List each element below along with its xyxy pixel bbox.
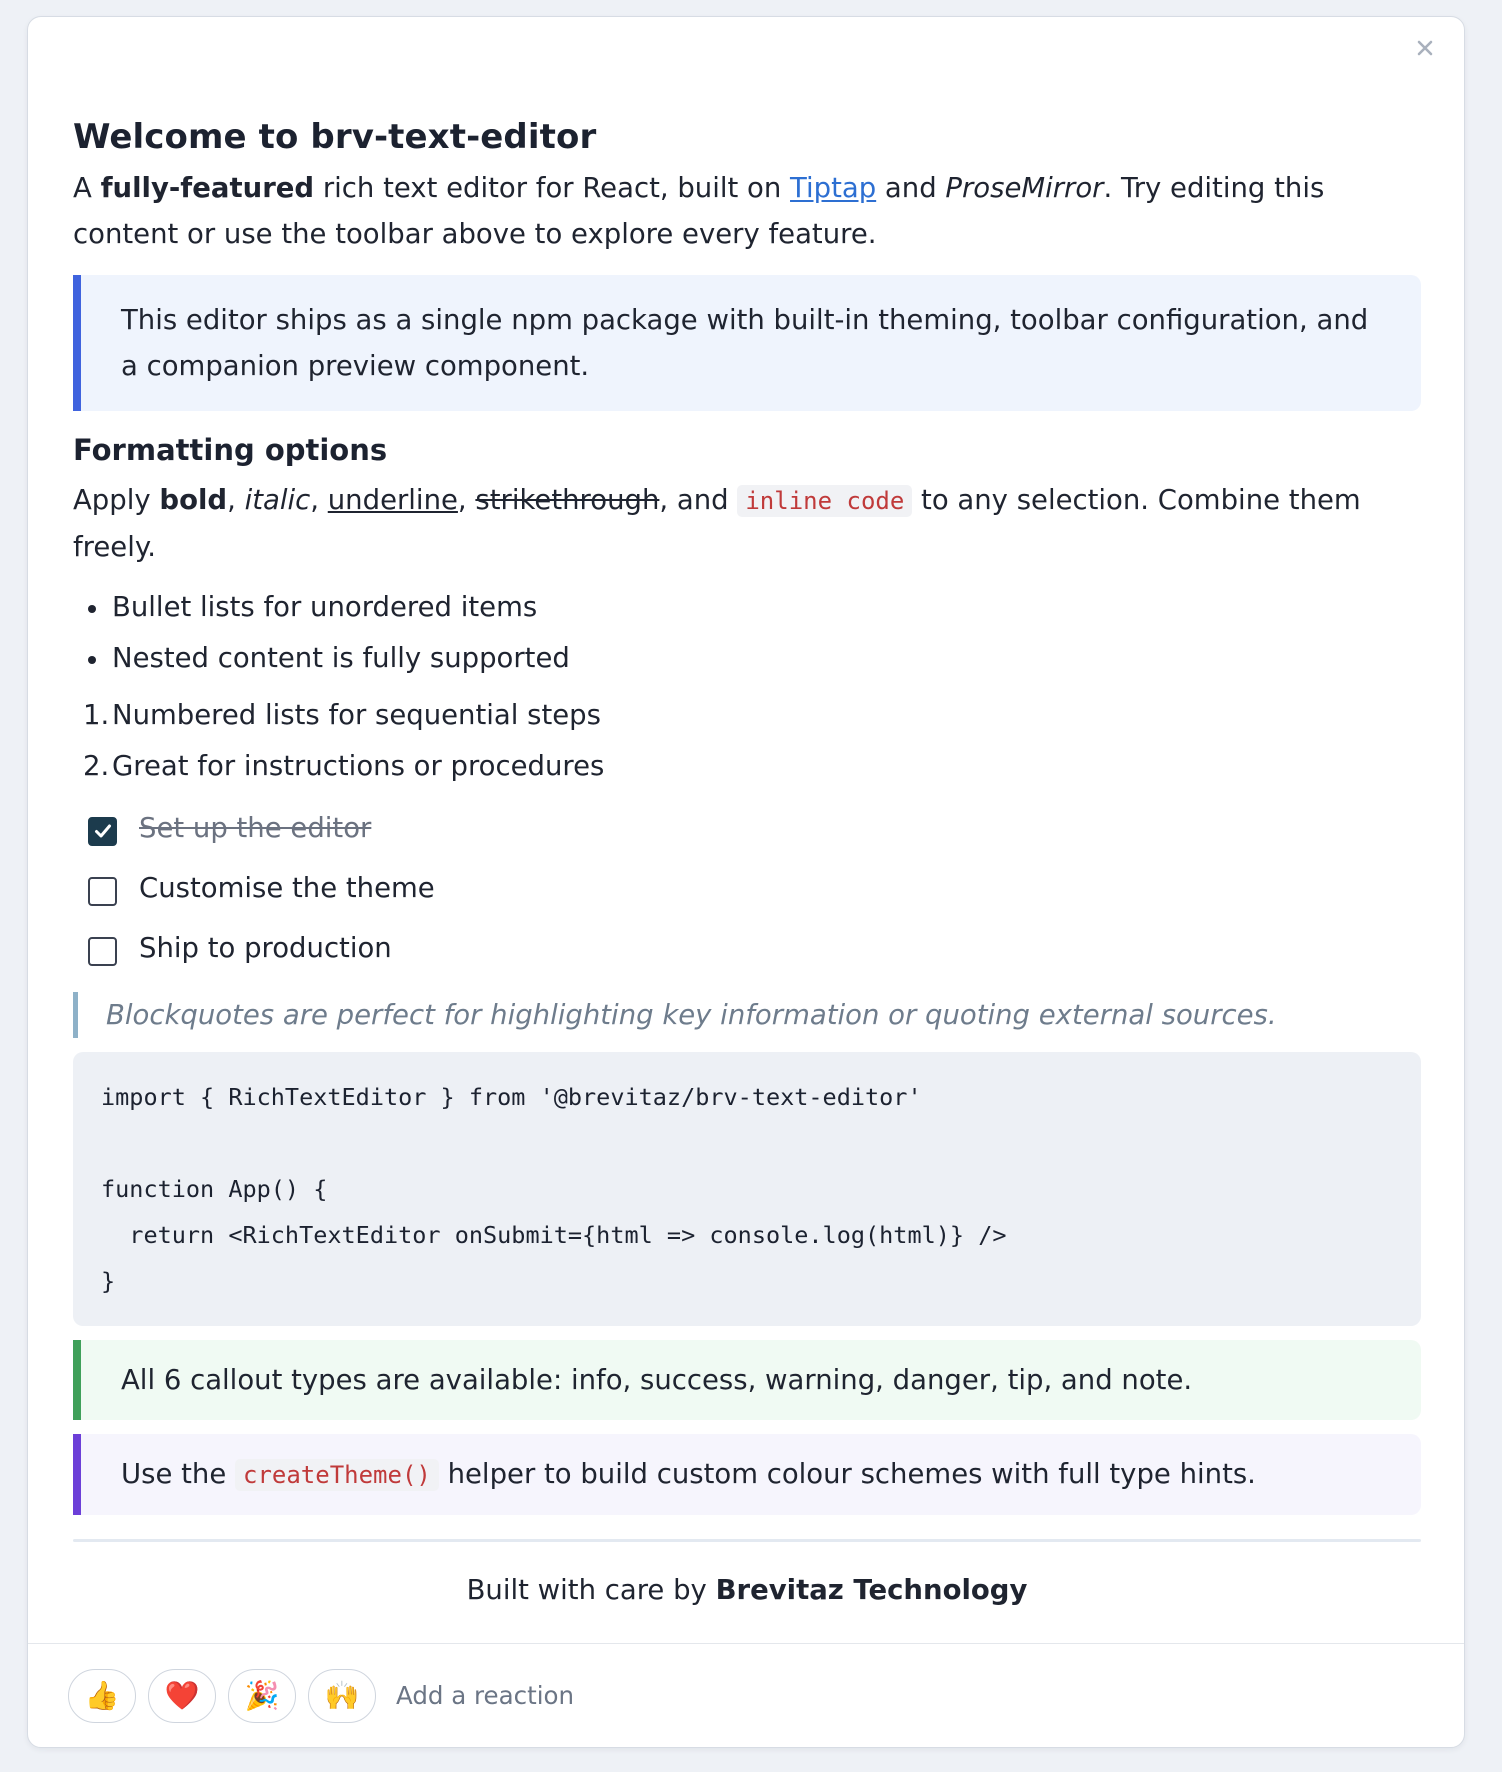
tiptap-link[interactable]: Tiptap bbox=[790, 172, 877, 204]
company-name: Brevitaz Technology bbox=[715, 1574, 1028, 1606]
intro-bold-text: fully-featured bbox=[100, 172, 315, 204]
document-title: Welcome to brv-text-editor bbox=[73, 117, 597, 157]
editor-content[interactable] bbox=[73, 115, 1421, 1610]
horizontal-rule bbox=[73, 1539, 1421, 1542]
heart-icon: ❤️ bbox=[164, 1679, 200, 1712]
inline-code-sample: inline code bbox=[737, 485, 912, 517]
task-item bbox=[73, 798, 1421, 858]
close-button[interactable] bbox=[1408, 31, 1442, 65]
task-checkbox-checked[interactable] bbox=[88, 817, 117, 846]
reactions-bar bbox=[28, 1643, 1464, 1747]
underline-sample: underline bbox=[327, 484, 458, 516]
footer-credit: Built with care by Brevitaz Technology bbox=[466, 1574, 1028, 1606]
reaction-heart-button[interactable] bbox=[148, 1669, 216, 1723]
party-popper-icon: 🎉 bbox=[244, 1679, 280, 1712]
list-item: Nested content is fully supported bbox=[112, 633, 1421, 684]
task-label: Set up the editor bbox=[139, 812, 372, 844]
note-callout: Use the createTheme() helper to build custom colour schemes with full type hints. bbox=[73, 1434, 1421, 1515]
bullet-icon bbox=[88, 605, 96, 613]
blockquote-text: Blockquotes are perfect for highlighting key information or quoting external sources. bbox=[106, 999, 1277, 1031]
italic-sample: italic bbox=[244, 484, 311, 516]
intro-italic-text: ProseMirror bbox=[945, 172, 1104, 204]
list-item: Bullet lists for unordered items bbox=[112, 582, 1421, 633]
blockquote bbox=[73, 992, 1421, 1038]
task-item bbox=[73, 918, 1421, 978]
reaction-party-button[interactable] bbox=[228, 1669, 296, 1723]
bold-sample: bold bbox=[159, 484, 228, 516]
thumbs-up-icon: 👍 bbox=[84, 1679, 120, 1712]
close-icon bbox=[1417, 40, 1433, 56]
bullet-list bbox=[73, 582, 1421, 684]
reaction-thumbs-up-button[interactable] bbox=[68, 1669, 136, 1723]
info-callout bbox=[73, 275, 1421, 411]
task-label: Customise the theme bbox=[139, 872, 435, 904]
success-callout bbox=[73, 1340, 1421, 1420]
list-item: 2. Great for instructions or procedures bbox=[83, 750, 605, 782]
list-item: 1. Numbered lists for sequential steps bbox=[83, 699, 601, 731]
raised-hands-icon: 🙌 bbox=[324, 1679, 360, 1712]
info-callout-text: This editor ships as a single npm package with built-in theming, toolbar configuration, and a companion preview component. bbox=[121, 304, 1369, 382]
add-reaction-button[interactable]: Add a reaction bbox=[396, 1681, 575, 1710]
success-callout-text: All 6 callout types are available: info, success, warning, danger, tip, and note. bbox=[121, 1364, 1193, 1396]
strikethrough-sample: strikethrough bbox=[475, 484, 660, 516]
bullet-icon bbox=[88, 656, 96, 664]
editor-preview-card bbox=[27, 16, 1465, 1748]
formatting-heading: Formatting options bbox=[73, 433, 388, 467]
task-list bbox=[73, 798, 1421, 978]
checkmark-icon bbox=[93, 821, 113, 841]
create-theme-code: createTheme() bbox=[235, 1459, 439, 1491]
reaction-raised-hands-button[interactable] bbox=[308, 1669, 376, 1723]
code-block: import { RichTextEditor } from '@brevitaz/brv-text-editor' function App() { return <RichTextEditor onSubmit={html => console.log(html)} /> } bbox=[73, 1052, 1421, 1326]
task-checkbox[interactable] bbox=[88, 877, 117, 906]
task-item bbox=[73, 858, 1421, 918]
numbered-list bbox=[73, 690, 1421, 792]
formatting-paragraph: Apply bold, italic, underline, strikethrough, and inline code to any selection. Combine them freely. bbox=[73, 484, 1361, 563]
intro-paragraph: A fully-featured rich text editor for React, built on Tiptap and ProseMirror. Try editing this content or use the toolbar above to explore every feature. bbox=[73, 172, 1325, 250]
task-checkbox[interactable] bbox=[88, 937, 117, 966]
task-label: Ship to production bbox=[139, 932, 392, 964]
